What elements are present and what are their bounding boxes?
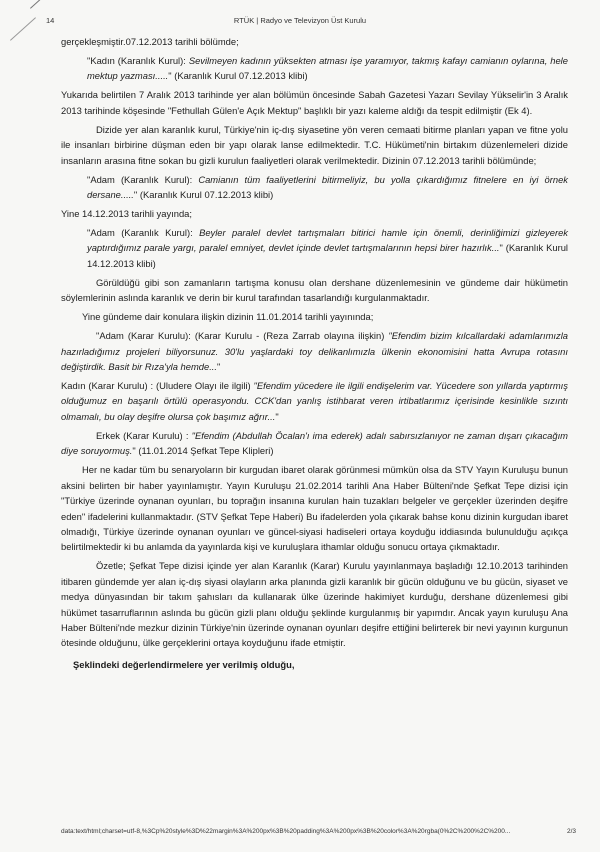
footer-page: 2/3 (566, 828, 576, 835)
paragraph: Yine gündeme dair konulara ilişkin dizinin 11.01.2014 tarihli yayınında; (82, 311, 374, 323)
paragraph: Yukarıda belirtilen 7 Aralık 2013 tarihinde yer alan bölümün öncesinde Sabah Gazetesi Yazarı Sevilay Yükselir'in 3 Aralık 2013 tarihinde köşesinde "Fethullah Gülen'e Açık Mektup" başlıklı bir yazı kaleme aldığı da tespit edilmiştir (Ek 4). (61, 89, 568, 116)
quote-paragraph: "Adam (Karanlık Kurul): Camianın tüm faaliyetlerini bitirmeliyiz, bu yolla çıkardığımız fitnelere en iyi örnek dersane....." (Karanlık Kurul 07.12.2013 klibi) (87, 173, 568, 201)
page-number: 14 (46, 16, 55, 25)
document-body (61, 34, 568, 676)
paragraph: Her ne kadar tüm bu senaryoların bir kurgudan ibaret olarak görünmesi mümkün olsa da STV Yayın Kuruluşu bunun aksini belirten bir haber yayınlamıştır. Yayın Kuruluşu 21.02.2014 tarihli Ana Haber Bülteni'nde Şefkat Tepe dizisi için "Türkiye üzerinde oynanan oyunları, bu toprağın insanına kurulan hain tuzakları belgeler ve gerçekler üzerinden deşifre eden" ifadelerini kullanmaktadır. (STV Şefkat Tepe Haberi) Bu ifadelerden yola çıkarak bahse konu dizinin kurgudan ibaret olmadığı, Türkiye üzerinde oynanan oyunları ve güncel-siyasi hadiseleri ortaya koyduğu iddiasında bulunulduğu açıkça belirtilmektedir ki bu anlamda da yayınlarda kişi ve kuruluşlara ithamlar olduğu sonucu ortaya çıkmaktadır. (61, 464, 568, 553)
paragraph: gerçekleşmiştir.07.12.2013 tarihli bölümde; (61, 36, 239, 47)
header-title: RTÜK | Radyo ve Televizyon Üst Kurulu (233, 16, 367, 25)
closing-statement: Şeklindeki değerlendirmelere yer verilmiş olduğu, (73, 658, 295, 670)
quote-paragraph: "Adam (Karar Kurulu): (Karar Kurulu - (Reza Zarrab olayına ilişkin) "Efendim bizim kılcallardaki adamlarımızla hazırladığımız projeleri biliyorsunuz. 30'lu yaşlardaki toy delikanlımızla ülkenin ekonomisini hatta Avrupa rotasını değiştirdik. Basit bir Rıza'yla hemde..." (61, 330, 568, 373)
paragraph: Yine 14.12.2013 tarihli yayında; (61, 208, 192, 220)
paragraph: Özetle; Şefkat Tepe dizisi içinde yer alan Karanlık (Karar) Kurulu yayınlanmaya başladığı 12.10.2013 tarihinden itibaren gündemde yer alan iç-dış siyasi olayların arka planında gizli karanlık bir gücün olduğunu ve bu gücün, siyaset ve medya dünyasından bir takım şahısları da kullanarak ülke üzerinde hakimiyet kurduğu, dershane düzenlemesi gibi hükümet tasarruflarının aslında bu gücün gizli planı olduğu şeklinde kurgulanmış bir yapımdır. Ancak yayın kuruluşu Ana Haber Bülteni'nde mezkur dizinin Türkiye'nin üzerinde oynanan oyunları deşifre ettiğini belirterek bir nevi yayının kurgunun ötesinde olduğunu, ülke gerçeklerini ortaya koyduğunu ifade etmiştir. (61, 560, 568, 649)
quote-paragraph: "Kadın (Karanlık Kurul): Sevilmeyen kadının yüksekten atması işe yaramıyor, takmış kafayı camianın oylarına, hele mektup yazması....." (Karanlık Kurul 07.12.2013 klibi) (87, 55, 568, 82)
footer-url: data:text/html;charset=utf-8,%3Cp%20style%3D%22margin%3A%200px%3B%20padding%3A%200px%3B%20color%3A%20rgba(0%2C%200%2C%200... (61, 828, 511, 835)
quote-paragraph: Kadın (Karar Kurulu) : (Uludere Olayı ile ilgili) "Efendim yücedere ile ilgili endişelerim var. Yücedere son yıllarda yaptırmış olduğumuz en başarılı örtülü operasyondu. CCK'dan yanlış istihbarat veren irtibatlarımız içerisinde kesinlikle sızıntı olmamalı, bu olay deşifre olursa çok başımız ağrır..." (61, 380, 568, 422)
page-corner-mark (30, 0, 51, 9)
quote-paragraph: Erkek (Karar Kurulu) : "Efendim (Abdullah Öcalan'ı ima ederek) adalı sabırsızlanıyor ne zaman dışarı çıkacağım diye soruyormuş." (11.01.2014 Şefkat Tepe Klipleri) (61, 429, 568, 457)
paragraph: Dizide yer alan karanlık kurul, Türkiye'nin iç-dış siyasetine yön veren cemaati bitirme planları yapan ve fitne yolu ile insanları birbirine düşman eden bir yapı olarak lanse edilmektedir. T.C. Hükümeti'nin birtakım düzenlemeleri dizide insanların arasına fitne sokan bu gizli kurulun faaliyetleri olarak verilmektedir. Dizinin 07.12.2013 tarihli bölümünde; (61, 123, 568, 166)
paragraph: Görüldüğü gibi son zamanların tartışma konusu olan dershane düzenlemesinin ve gündeme dair hükümetin söylemlerinin aslında karanlık ve derin bir kurul tarafından tasarlandığı kurgulanmaktadır. (61, 276, 568, 304)
quote-paragraph: "Adam (Karanlık Kurul): Beyler paralel devlet tartışmaları bitirici hamle için önemli, derinliğimizi gizleyerek yaptırdığımız parale yargı, paralel emniyet, devlet içinde devlet tartışmalarının hepsi birer hazırlık..." (Karanlık Kurul 14.12.2013 klibi) (87, 227, 569, 269)
